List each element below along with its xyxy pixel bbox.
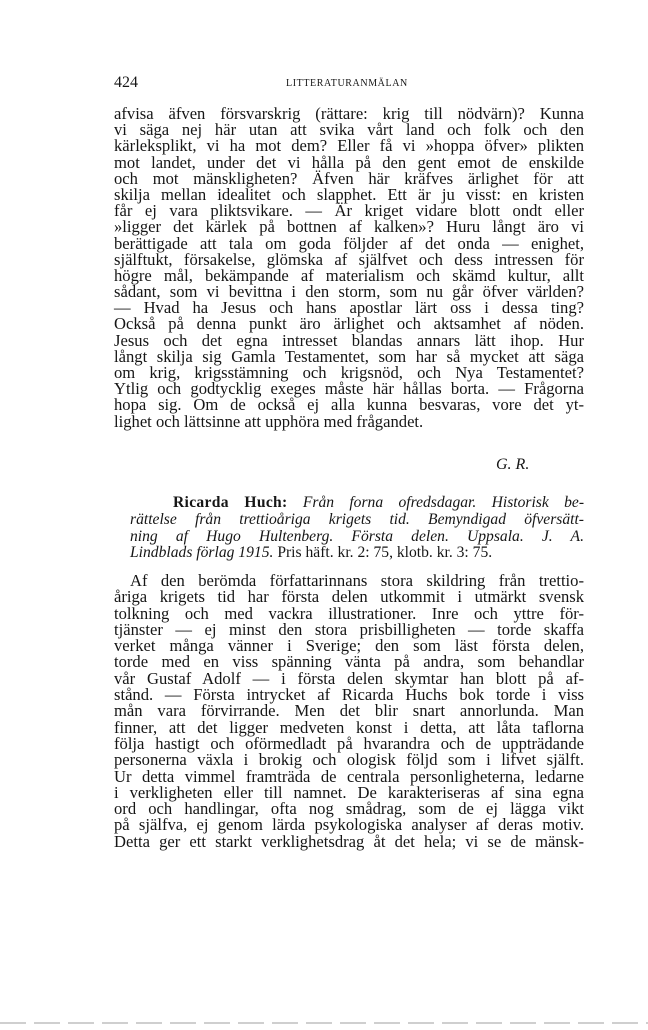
review-publisher: Lindblads förlag 1915. xyxy=(130,544,274,562)
text-line: Också på denna punkt äro ärlighet och aktsamhet af nöden. xyxy=(114,314,584,334)
text-line: vi säga nej här utan att svika vårt land och folk och den xyxy=(114,120,584,140)
text-line: sådant, som vi bevittna i den storm, som nu går öfver världen? xyxy=(114,282,584,302)
text-line: på själfva, ej genom lärda psykologiska analyser af deras motiv. xyxy=(114,815,584,835)
page-header xyxy=(114,74,584,96)
page-number: 424 xyxy=(114,74,138,91)
text-line: Ur detta vimmel framträda de centrala personligheterna, ledarne xyxy=(114,766,584,786)
text-line: Ytlig och godtycklig exeges måste här hållas borta. — Frågorna xyxy=(114,379,584,399)
review-heading xyxy=(114,495,584,562)
text-line: verket många vänner i Sverige; den som läst första delen, xyxy=(114,636,584,656)
text-line: kärleksplikt, vi ha mot dem? Eller få vi »hoppa öfver» plikten xyxy=(114,136,584,156)
reviewer-signature: G. R. xyxy=(496,456,530,473)
text-line: tjänster — ej minst den stora prisbilligheten — torde skaffa xyxy=(114,619,584,639)
text-line: mån vara förvirrande. Men det blir snart annorlunda. Man xyxy=(114,701,584,721)
text-line: stånd. — Första intrycket af Ricarda Huchs bok torde i viss xyxy=(114,685,584,705)
closing-paragraph xyxy=(114,106,584,430)
text-line: berättigade att tala om goda följder af det onda — enighet, xyxy=(114,233,584,253)
review-price: Pris häft. kr. 2: 75, klotb. kr. 3: 75. xyxy=(277,544,493,562)
text-line: Jesus och det egna intresset blandas annars lätt ihop. Hur xyxy=(114,330,584,350)
text-line: lighet och lättsinne att upphöra med frågandet. xyxy=(114,411,424,431)
text-line: vår Gustaf Adolf — i första delen skymtar han blott på af- xyxy=(114,668,584,688)
text-line: åriga krigets tid har första delen utkommit i utmärkt svensk xyxy=(114,587,584,607)
text-line: — Hvad ha Jesus och hans apostlar lärt oss i dessa ting? xyxy=(114,298,584,318)
text-line: långt skilja sig Gamla Testamentet, som har så mycket att säga xyxy=(114,346,584,366)
review-title: Från forna ofredsdagar. Historisk be- xyxy=(302,494,585,511)
text-line: hopa sig. Om de också ej alla kunna besvaras, vore det yt- xyxy=(114,395,584,415)
review-author: Ricarda Huch: xyxy=(173,494,288,511)
text-line: om krig, krigsstämning och krigsnöd, och Nya Testamentet? xyxy=(114,363,584,382)
text-line: Af den berömda författarinnans stora skildring från trettio- xyxy=(130,571,584,590)
text-line: skilja mellan idealitet och slapphet. Ett är ju visst: en kristen xyxy=(114,184,584,204)
review-paragraph xyxy=(114,573,584,850)
review-heading-line: ning af Hugo Hultenberg. Första delen. Uppsala. J. A. xyxy=(130,527,584,545)
text-line: Detta ger ett starkt verklighetsdrag åt det hela; vi se de mänsk- xyxy=(114,831,584,851)
text-line: får ej vara pliktsvikare. — Är kriget vidare blott ondt eller xyxy=(114,201,584,221)
text-line: mot landet, under det vi hålla på den gent emot de enskilde xyxy=(114,152,584,172)
scan-edge-rule xyxy=(0,1022,648,1024)
running-head: LITTERATURANMÄLAN xyxy=(286,78,408,89)
review-heading-line xyxy=(114,545,584,562)
text-line: tolkning och med vackra illustrationer. Inre och yttre för- xyxy=(114,603,584,623)
text-line: ord och handlingar, ofta nog smådrag, som de ej lägga vikt xyxy=(114,799,584,819)
text-line: och mot mänskligheten? Äfven här kräfves ärlighet för att xyxy=(114,168,584,188)
text-line: följa hastigt och oförmedladt på hvarandra och de uppträdande xyxy=(114,733,584,753)
text-line: själftukt, försakelse, glömska af själfvet och dess intressen för xyxy=(114,249,584,269)
text-line: torde med en viss spänning vänta på andra, som behandlar xyxy=(114,652,584,672)
text-line: »ligger det kärlek på bottnen af kalken»? Huru långt äro vi xyxy=(114,217,584,237)
text-line: afvisa äfven försvarskrig (rättare: krig till nödvärn)? Kunna xyxy=(114,104,584,123)
text-line: personerna växla i brokig och ologisk följd som i lifvet själft. xyxy=(114,750,584,770)
text-line: högre mål, bekämpande af materialism och skämd kultur, allt xyxy=(114,265,584,285)
review-heading-line: rättelse från trettioåriga krigets tid. Bemyndigad öfversätt- xyxy=(130,510,584,528)
text-line: finner, att det ligger medveten konst i detta, att låta taflorna xyxy=(114,717,584,737)
text-line: i verkligheten eller till namnet. De karakteriseras af sina egna xyxy=(114,782,584,802)
review-heading-line xyxy=(114,495,584,512)
